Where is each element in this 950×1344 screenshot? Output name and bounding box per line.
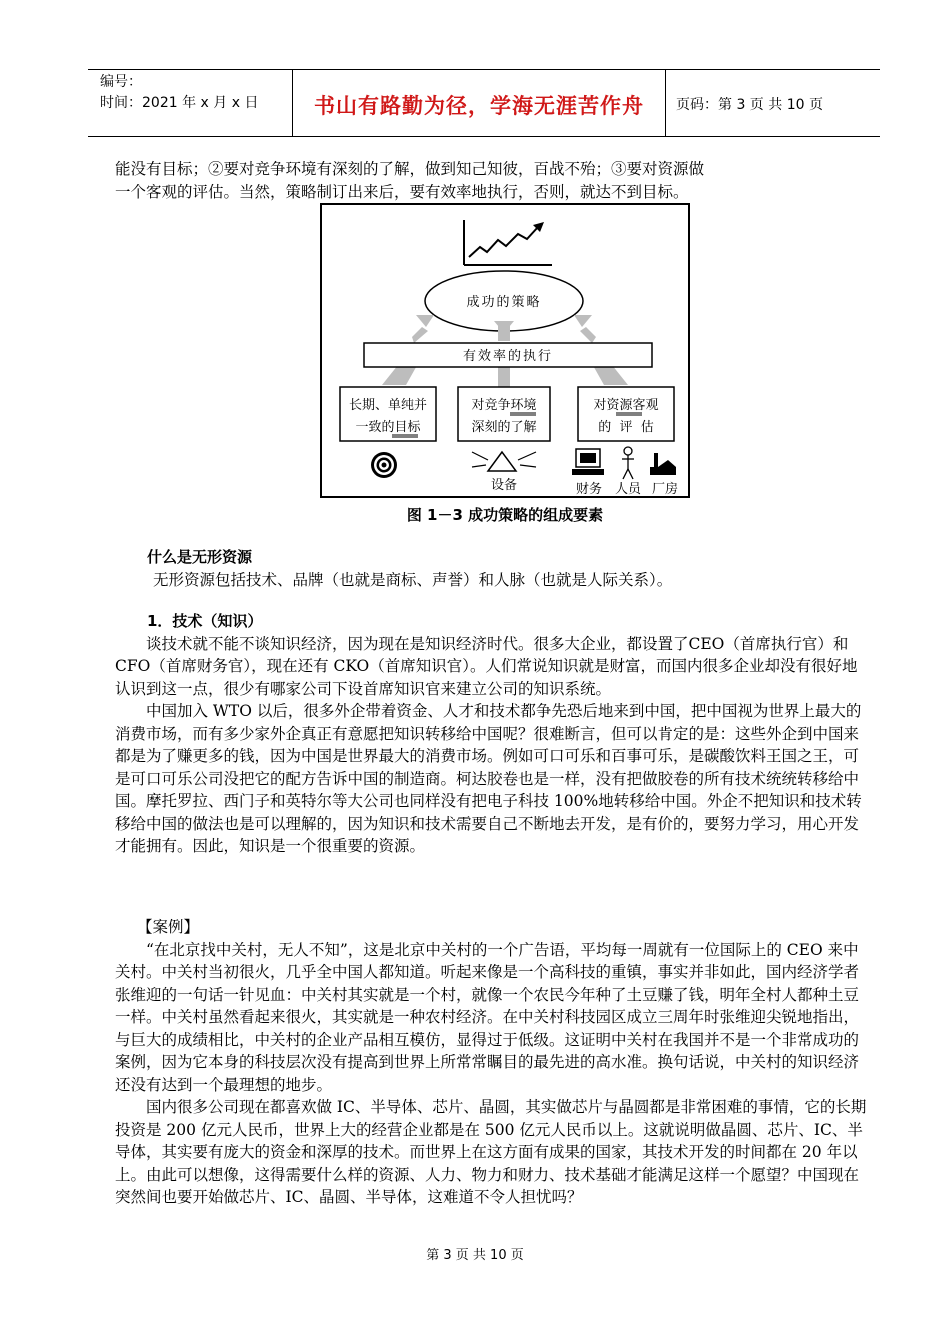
resource-box-line: 对资源客观 <box>593 398 659 413</box>
equipment-icon <box>472 452 536 471</box>
page-footer: 第 3 页 共 10 页 <box>426 1248 524 1263</box>
center-label: 成功的策略 <box>466 295 542 310</box>
body-paragraph: 国内很多公司现在都喜欢做 IC、半导体、芯片、晶圆，其实做芯片与晶圆都是非常困难的事情，它的长期投资是 200 亿元人民币，世界上大的经营企业都是在 500 亿元人民币以上。这就说明做晶圆、芯片、IC、半导体，其实要有庞大的资金和深厚的技术。而世界上在这方面有成果的国家，其技术开发的时间都在 20 年以上。由此可以想像，这得需要什么样的资源、人力、物力和财力、技术基础才能满足这样一个愿望？中国现在突然间也要开始做芯片、IC、晶圆、半导体，这难道不令人担忧吗？ <box>115 1098 867 1206</box>
strategy-figure <box>320 203 690 498</box>
header-meta <box>100 72 258 114</box>
section-technology <box>115 610 867 858</box>
goal-box-line: 长期、单纯并 <box>348 398 428 413</box>
computer-icon <box>572 449 604 475</box>
intro-line: 一个客观的评估。当然，策略制订出来后，要有效率地执行，否则，就达不到目标。 <box>115 182 689 201</box>
body-paragraph: 谈技术就不能不谈知识经济，因为现在是知识经济时代。很多大企业，都设置了CEO（首席执行官）和 CFO（首席财务官），现在还有 CKO（首席知识官）。人们常说知识就是财富，而国内很多企业却没有很好地认识到这一点，很少有哪家公司下设首席知识官来建立公司的知识系统。 <box>115 634 858 698</box>
page-header <box>88 69 880 137</box>
header-page-number: 页码：第 3 页 共 10 页 <box>676 97 823 113</box>
header-motto: 书山有路勤为径，学海无涯苦作舟 <box>314 94 644 118</box>
finance-label: 财务 <box>575 482 603 496</box>
header-divider <box>665 70 666 136</box>
section-heading: 什么是无形资源 <box>147 548 253 566</box>
intro-paragraph <box>115 158 867 203</box>
goal-box-line: 一致的目标 <box>355 420 421 435</box>
section-intangible <box>115 546 867 591</box>
equipment-label: 设备 <box>490 478 518 493</box>
staff-label: 人员 <box>614 482 642 496</box>
competition-box-line: 对竞争环境 <box>471 398 537 413</box>
execution-label: 有效率的执行 <box>462 349 554 364</box>
header-id-label: 编号： <box>100 74 142 90</box>
case-section <box>115 916 867 1209</box>
header-date: 时间：2021 年 x 月 x 日 <box>100 95 259 111</box>
section-body: 无形资源包括技术、品牌（也就是商标、声誉）和人脉（也就是人际关系）。 <box>153 570 673 589</box>
body-paragraph: “在北京找中关村，无人不知”，这是北京中关村的一个广告语，平均每一周就有一位国际上的 CEO 来中关村。中关村当初很火，几乎全中国人都知道。听起来像是一个高科技的重镇，事实并非如此，国内经济学者张维迎的一句话一针见血：中关村其实就是一个村，就像一个农民今年种了土豆赚了钱，明年全村人都种土豆一样。中关村虽然看起来很火，其实就是一种农村经济。在中关村科技园区成立三周年时张维迎尖锐地指出，与巨大的成绩相比，中关村的企业产品相互模仿，显得过于低级。这证明中关村在我国并不是一个非常成功的案例，因为它本身的科技层次没有提高到世界上所常常瞩目的最先进的高水准。换句话说，中关村的知识经济还没有达到一个最理想的地步。 <box>115 940 860 1094</box>
body-paragraph: 中国加入 WTO 以后，很多外企带着资金、人才和技术都争先恐后地来到中国，把中国视为世界上最大的消费市场，而有多少家外企真正有意愿把知识转移给中国呢？很难断言，但可以肯定的是：这些外企到中国来都是为了赚更多的钱，因为中国是世界最大的消费市场。例如可口可乐和百事可乐，是碳酸饮料王国之王，可是可口可乐公司没把它的配方告诉中国的制造商。柯达胶卷也是一样，没有把做胶卷的所有技术统统转移给中国。摩托罗拉、西门子和英特尔等大公司也同样没有把电子科技 100%地转移给中国。外企不把知识和技术转移给中国的做法也是可以理解的，因为知识和技术需要自己不断地去开发，是有价的，要努力学习，用心开发才能拥有。因此，知识是一个很重要的资源。 <box>115 702 862 855</box>
case-heading: 【案例】 <box>137 918 200 936</box>
growth-chart-icon <box>464 220 552 265</box>
person-icon <box>622 447 634 479</box>
target-icon <box>371 452 397 478</box>
competition-box-line: 深刻的了解 <box>471 420 537 435</box>
figure-caption: 图 1－3 成功策略的组成要素 <box>406 506 604 524</box>
intro-line: 能没有目标；②要对竞争环境有深刻的了解，做到知己知彼，百战不殆；③要对资源做 <box>115 160 705 178</box>
factory-icon <box>650 453 676 475</box>
strategy-diagram <box>322 205 688 496</box>
resource-box-line: 的 评 估 <box>598 420 654 435</box>
factory-label: 厂房 <box>651 482 679 496</box>
section-heading: 1．技术（知识） <box>147 612 263 630</box>
